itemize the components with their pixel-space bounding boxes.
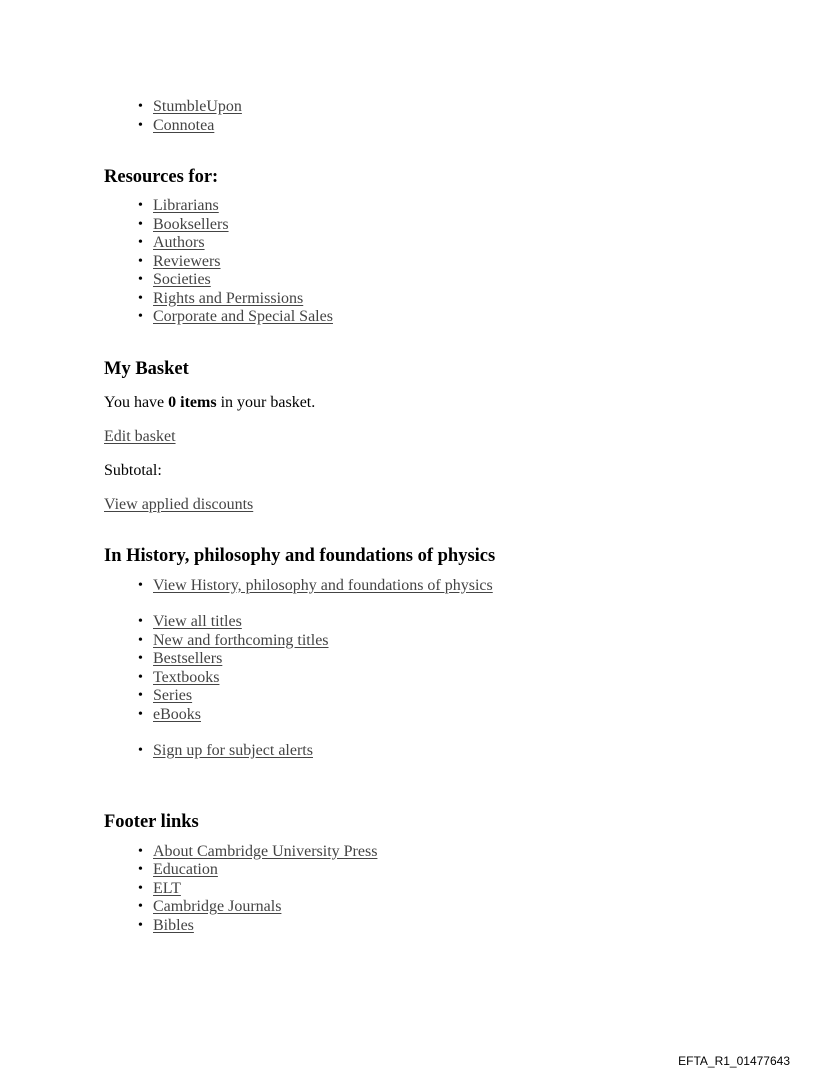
list-item	[138, 917, 784, 936]
footer-links-list	[104, 843, 784, 936]
subtotal-label: Subtotal:	[104, 461, 162, 479]
basket-text-prefix: You have	[104, 393, 169, 411]
bestsellers-link[interactable]: Bestsellers	[153, 650, 223, 667]
view-subject-link[interactable]: View History, philosophy and foundations of physics	[153, 576, 493, 594]
stumbleupon-link[interactable]: StumbleUpon	[153, 98, 242, 115]
edit-basket-link[interactable]: Edit basket	[104, 427, 176, 445]
about-cup-link[interactable]: About Cambridge University Press	[153, 842, 378, 860]
footer-heading: Footer links	[104, 811, 199, 832]
subject-alerts-list	[104, 742, 784, 761]
list-item	[138, 234, 784, 253]
societies-link[interactable]: Societies	[153, 271, 211, 288]
list-item	[138, 98, 784, 117]
list-item	[138, 898, 784, 917]
edit-basket-row	[104, 428, 784, 446]
basket-item-count: 0 items	[168, 393, 217, 411]
corporate-sales-link[interactable]: Corporate and Special Sales	[153, 308, 333, 325]
booksellers-link[interactable]: Booksellers	[153, 215, 229, 233]
ebooks-link[interactable]: eBooks	[153, 705, 201, 723]
basket-heading: My Basket	[104, 358, 189, 379]
view-discounts-link[interactable]: View applied discounts	[104, 495, 254, 513]
authors-link[interactable]: Authors	[153, 234, 205, 251]
bibles-link[interactable]: Bibles	[153, 916, 194, 934]
list-item	[138, 577, 784, 596]
basket-text-suffix: in your basket.	[216, 393, 316, 411]
list-item	[138, 613, 784, 632]
textbooks-link[interactable]: Textbooks	[153, 668, 220, 686]
page-content	[104, 96, 784, 935]
resources-heading: Resources for:	[104, 167, 219, 187]
subject-heading: In History, philosophy and foundations of physics	[104, 545, 496, 566]
list-item	[138, 861, 784, 880]
list-item	[138, 271, 784, 290]
rights-permissions-link[interactable]: Rights and Permissions	[153, 289, 304, 307]
list-item	[138, 308, 784, 327]
list-item	[138, 632, 784, 651]
list-item	[138, 742, 784, 761]
list-item	[138, 706, 784, 725]
discounts-row	[104, 496, 784, 514]
reviewers-link[interactable]: Reviewers	[153, 252, 221, 270]
view-all-titles-link[interactable]: View all titles	[153, 613, 242, 630]
list-item	[138, 216, 784, 235]
basket-summary	[104, 394, 784, 412]
connotea-link[interactable]: Connotea	[153, 116, 215, 134]
list-item	[138, 843, 784, 862]
list-item	[138, 117, 784, 136]
resources-list	[104, 197, 784, 327]
education-link[interactable]: Education	[153, 861, 218, 878]
share-links-list	[104, 98, 784, 135]
list-item	[138, 880, 784, 899]
librarians-link[interactable]: Librarians	[153, 197, 219, 214]
new-forthcoming-link[interactable]: New and forthcoming titles	[153, 631, 329, 649]
list-item	[138, 650, 784, 669]
list-item	[138, 253, 784, 272]
series-link[interactable]: Series	[153, 687, 193, 704]
list-item	[138, 669, 784, 688]
list-item	[138, 197, 784, 216]
elt-link[interactable]: ELT	[153, 879, 181, 897]
subject-view-list	[104, 577, 784, 596]
document-id: EFTA_R1_01477643	[678, 1054, 790, 1068]
list-item	[138, 290, 784, 309]
cambridge-journals-link[interactable]: Cambridge Journals	[153, 898, 282, 915]
subject-alerts-link[interactable]: Sign up for subject alerts	[153, 742, 313, 759]
subject-titles-list	[104, 613, 784, 724]
list-item	[138, 687, 784, 706]
